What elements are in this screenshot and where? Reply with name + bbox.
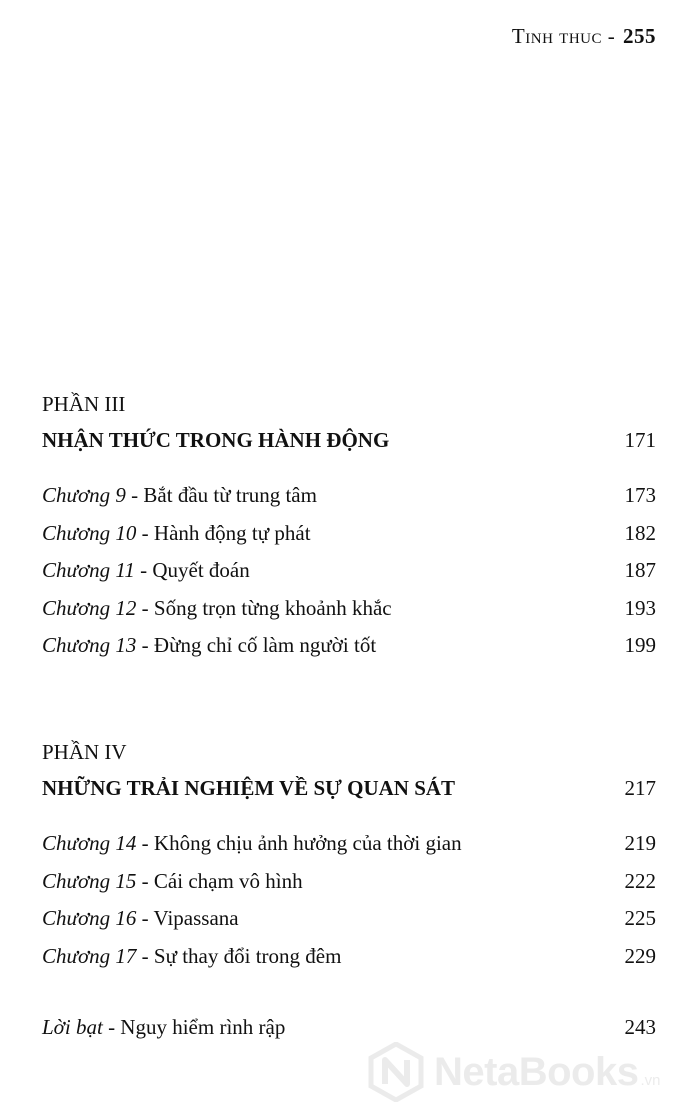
chapter-label: Chương 15 [42,868,137,893]
chapter-label: Chương 12 [42,595,137,620]
toc-entry[interactable] [42,552,656,590]
chapter-title: - Bắt đầu từ trung tâm [125,483,317,507]
chapter-page: 193 [624,595,656,620]
watermark-brand: NetaBooks [434,1049,639,1094]
part-label: PHẦN IV [42,740,127,764]
running-header-title: Tinh thuc [511,24,602,48]
chapter-page: 187 [624,558,656,582]
toc-entry[interactable] [42,938,656,976]
part-title-page: 171 [624,428,656,452]
part-title: NHỮNG TRẢI NGHIỆM VỀ SỰ QUAN SÁT [42,776,456,800]
chapter-label: Chương 14 [42,831,137,855]
chapter-title: - Quyết đoán [134,558,250,582]
running-header-separator: - [602,24,621,48]
chapter-title: - Sự thay đổi trong đêm [136,943,342,968]
chapter-title: - Hành động tự phát [136,520,311,545]
part-title: NHẬN THỨC TRONG HÀNH ĐỘNG [42,428,390,452]
afterword-page: 243 [624,1015,656,1039]
toc-entry[interactable] [42,863,656,901]
chapter-page: 182 [624,520,656,545]
chapter-label: Chương 11 [42,558,135,582]
chapter-label: Chương 9 [42,483,126,507]
chapter-page: 225 [624,906,656,930]
netabooks-logo-icon [368,1042,424,1102]
chapter-title: - Đừng chỉ cố làm người tốt [136,633,377,657]
toc-entry[interactable] [42,825,656,863]
toc-entry[interactable] [42,477,656,515]
chapter-page: 219 [624,831,656,855]
chapter-title: - Sống trọn từng khoảnh khắc [136,595,392,620]
chapter-label: Chương 13 [42,633,137,657]
toc-entry[interactable] [42,627,656,665]
chapter-page: 229 [624,943,656,968]
part-title-row[interactable] [42,769,656,825]
chapter-label: Chương 10 [42,520,137,545]
page-number: 255 [623,24,656,48]
chapter-page: 222 [624,868,656,893]
chapter-label: Chương 17 [42,943,137,968]
chapter-title: - Vipassana [136,906,239,930]
toc-entry[interactable] [42,515,656,553]
watermark-suffix: .vn [640,1071,661,1089]
chapter-title: - Cái chạm vô hình [136,868,303,893]
chapter-page: 173 [624,483,656,507]
part-label: PHẦN III [42,392,126,416]
chapter-title: - Không chịu ảnh hưởng của thời gian [136,831,462,855]
afterword-title: - Nguy hiểm rình rập [102,1015,286,1039]
part-title-row[interactable] [42,421,656,477]
running-header [512,24,656,49]
watermark-logo [368,1040,660,1104]
toc-entry[interactable] [42,590,656,628]
toc-part-4 [42,735,656,975]
afterword-label: Lời bạt [42,1015,103,1039]
chapter-label: Chương 16 [42,906,137,930]
chapter-page: 199 [624,633,656,657]
toc-entry[interactable] [42,900,656,938]
part-title-page: 217 [624,776,656,800]
toc-part-3 [42,387,656,665]
